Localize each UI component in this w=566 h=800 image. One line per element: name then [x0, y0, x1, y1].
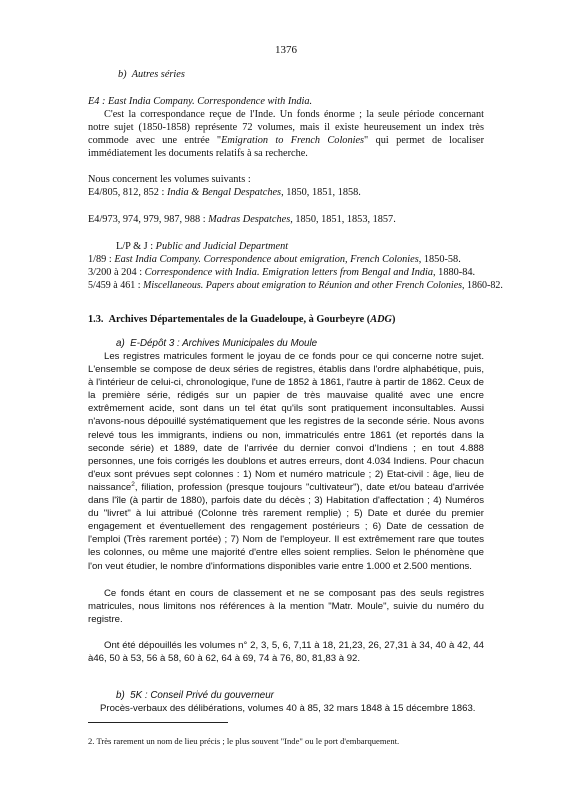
item-title: Correspondence with India. Emigration letters from Bengal and India [144, 267, 434, 278]
classement-paragraph: Ce fonds étant en cours de classement et ne se composant pas des seuls registres matricules, nous limitons nos références à la mention "Matr. Moule", suivie du numéro du registre. [88, 588, 484, 626]
volumes-paragraph: Ont été dépouillés les volumes n° 2, 3, 5, 6, 7,11 à 18, 21,23, 26, 27,31 à 34, 40 à 42, 44 à46, 50 à 53, 56 à 58, 60 à 62, 64 à 69, 74 à 76, 80, 81,83 à 92. [88, 640, 484, 665]
item-ref: 5/459 à 461 : [88, 280, 143, 291]
subsection-autres-series [118, 68, 478, 81]
volume-years: , 1850, 1851, 1858. [281, 187, 361, 198]
e4-text-a: C'est la correspondance reçue de l'Inde. Un fonds énorme ; la seule période concernant notre sujet (1850-1858) représente 72 volumes, mais il existe heureusement un index très commode avec une entrée " [88, 109, 484, 146]
subsection-title: Autres séries [131, 69, 185, 80]
item-years: , 1860-82. [462, 280, 503, 291]
item-years: , 1850-58. [418, 254, 461, 265]
lpj-heading [116, 240, 484, 253]
subsection-title: E-Dépôt 3 : Archives Municipales du Moule [130, 338, 318, 349]
section-close: ) [391, 314, 396, 325]
lpj-item [88, 279, 508, 292]
lpj-item [88, 253, 498, 266]
item-title: Miscellaneous. Papers about emigration to Réunion and other French Colonies [143, 280, 463, 291]
e4-volumes-2 [88, 213, 484, 226]
subsection-letter: a) [116, 338, 125, 349]
item-ref: 1/89 : [88, 254, 115, 265]
e4-heading: E4 : East India Company. Correspondence with India. [88, 96, 313, 107]
subsection-5k [116, 689, 484, 702]
lpj-title: Public and Judicial Department [155, 241, 289, 252]
footnote: 2. Très rarement un nom de lieu précis ; le plus souvent "Inde" ou le port d'embarquement. [88, 735, 400, 746]
e4-intro: Nous concernent les volumes suivants : [88, 174, 251, 185]
volume-ref: E4/973, 974, 979, 987, 988 : [88, 214, 209, 225]
item-ref: 3/200 à 204 : [88, 267, 145, 278]
footnote-mark[interactable]: 2 [131, 480, 135, 488]
footnote-divider [88, 722, 228, 723]
e4-volumes-1 [88, 186, 484, 199]
section-title: Archives Départementales de la Guadeloupe, à Gourbeyre ( [108, 314, 371, 325]
5k-text: Procès-verbaux des délibérations, volumes 40 à 85, 32 mars 1848 à 15 décembre 1863. [100, 703, 476, 714]
subsection-letter: b) [118, 69, 127, 80]
e4-text-b: " qui permet de localiser immédiatement les documents relatifs à sa recherche. [88, 135, 485, 159]
subsection-letter: b) [116, 690, 125, 701]
registres-paragraph [88, 350, 484, 573]
item-title: East India Company. Correspondence about emigration, French Colonies [114, 254, 419, 265]
section-heading [88, 313, 484, 326]
registres-text-b: , filiation, profession (presque toujours "cultivateur"), date et/ou bateau d'arrivée dans l'île (à partir de 1880), parfois date du décès ; 3) Habitation d'affectation ; 4) Numéros du "livret" à lui attribué (Colonne très rarement remplie) ; 5) Date et durée du premier engagement et éventuellement des rengagement postérieurs ; 6) Date de cessation de l'emploi (Très rarement portée) ; 7) Nom de l'employeur. Il est extrêmement rare que toutes les colonnes, ou même une majorité d'entre elles soient remplies. Selon le phénomène que l'on veut étudier, le nombre d'informations disponibles varie entre 1.000 et 2.500 mentions. [88, 481, 484, 572]
registres-text-a: Les registres matricules forment le joyau de ce fonds pour ce qui concerne notre sujet. L'ensemble se compose de deux séries de registres, établis dans l'ordre alphabétique, puis, à l'intérieur de celui-ci, chronologique, l'une de 1852 à 1861, l'autre à partir de 1862. Ceux de la première série, rédigés sur un papier de très mauvaise qualité avec une encre extrêmement acide, sont dans un tel état qu'ils sont pratiquement inconsultables. Aussi n'avons-nous dépouillé systématiquement que les registres de la seconde série. Nous avons relevé tous les immigrants, indiens ou non, immatriculés entre 1861 (et reportés dans la seconde série) et 1889, date de l'arrivée du dernier convoi d'Indiens ; en tout 4.888 personnes, une fois corrigés les doublons et autres erreurs, dont 4.034 Indiens. Pour chacun d'eux sont prévues sept colonnes : 1) Nom et numéro matricule ; 2) Etat-civil : âge, lieu de naissance [88, 351, 484, 493]
volume-title: India & Bengal Despatches [166, 187, 282, 198]
section-abbr: ADG [370, 314, 392, 325]
lpj-ref: L/P & J : [116, 241, 156, 252]
lpj-item [88, 266, 498, 279]
page-number: 1376 [275, 44, 297, 56]
volume-ref: E4/805, 812, 852 : [88, 187, 167, 198]
e4-paragraph [88, 108, 484, 160]
volume-years: , 1850, 1851, 1853, 1857. [290, 214, 396, 225]
section-number: 1.3. [88, 314, 104, 325]
volume-title: Madras Despatches [208, 214, 291, 225]
subsection-title: 5K : Conseil Privé du gouverneur [130, 690, 274, 701]
e4-entry-title: Emigration to French Colonies [221, 135, 365, 146]
item-years: , 1880-84. [433, 267, 476, 278]
subsection-edepot [116, 337, 484, 350]
